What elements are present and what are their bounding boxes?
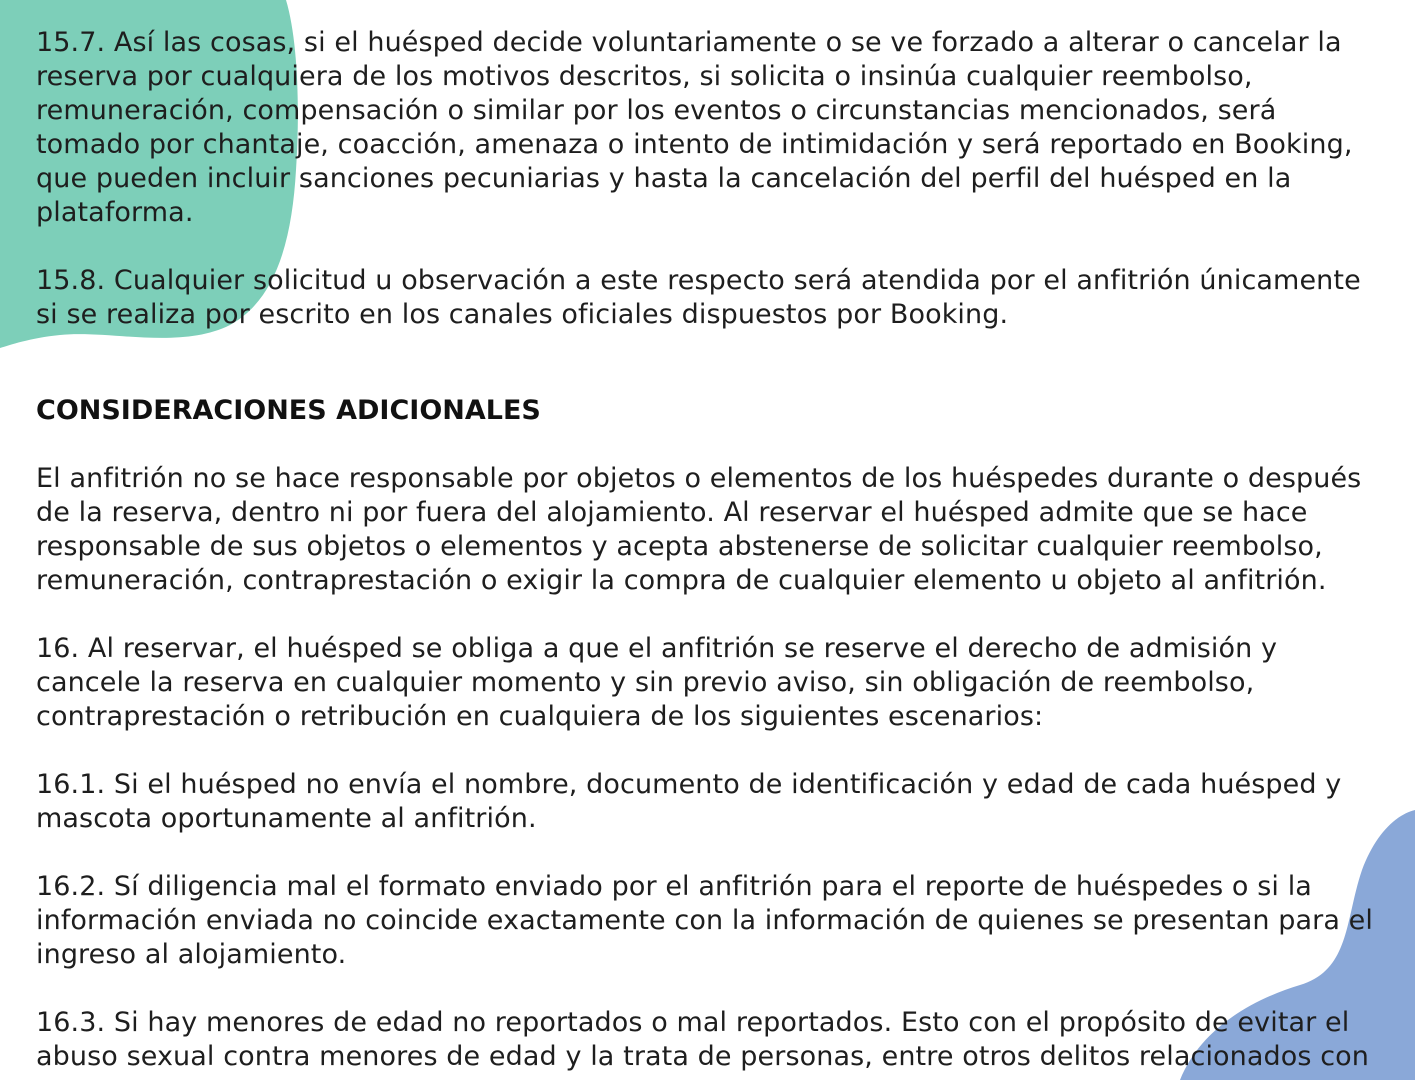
- spacer: [36, 836, 1386, 870]
- clause-15-8: 15.8. Cualquier solicitud u observación a este respecto será atendida por el anfitrión únicamente si se realiza por escrito en los canales oficiales dispuestos por Booking.: [36, 265, 1361, 330]
- clause-15-7: 15.7. Así las cosas, si el huésped decide voluntariamente o se ve forzado a alterar o cancelar la reserva por cualquiera de los motivos descritos, si solicita o insinúa cualquier reembolso, remuneración, compensación o similar por los eventos o circunstancias mencionados, será tomado por chantaje, coacción, amenaza o intento de intimidación y será reportado en Booking, que pueden incluir sanciones pecuniarias y hasta la cancelación del perfil del huésped en la plataforma.: [36, 27, 1353, 228]
- spacer: [36, 428, 1386, 462]
- clause-16-1: 16.1. Si el huésped no envía el nombre, documento de identificación y edad de cada huésped y mascota oportunamente al anfitrión.: [36, 769, 1342, 834]
- clause-16-3: 16.3. Si hay menores de edad no reportados o mal reportados. Esto con el propósito de evitar el abuso sexual contra menores de edad y la trata de personas, entre otros delitos relacionados con: [36, 1007, 1370, 1072]
- spacer: [36, 230, 1386, 264]
- clause-16-2: 16.2. Sí diligencia mal el formato enviado por el anfitrión para el reporte de huéspedes o si la información enviada no coincide exactamente con la información de quienes se presentan para el ingreso al alojamiento.: [36, 871, 1373, 970]
- section-heading: CONSIDERACIONES ADICIONALES: [36, 395, 541, 426]
- clause-16: 16. Al reservar, el huésped se obliga a que el anfitrión se reserve el derecho de admisión y cancele la reserva en cualquier momento y sin previo aviso, sin obligación de reembolso, contraprestación o retribución en cualquiera de los siguientes escenarios:: [36, 633, 1278, 732]
- host-liability-paragraph: El anfitrión no se hace responsable por objetos o elementos de los huéspedes durante o después de la reserva, dentro ni por fuera del alojamiento. Al reservar el huésped admite que se hace responsable de sus objetos o elementos y acepta abstenerse de solicitar cualquier reembolso, remuneración, contraprestación o exigir la compra de cualquier elemento u objeto al anfitrión.: [36, 463, 1362, 596]
- spacer: [36, 598, 1386, 632]
- spacer: [36, 972, 1386, 1006]
- spacer: [36, 332, 1386, 394]
- document-body: [36, 26, 1386, 1074]
- spacer: [36, 734, 1386, 768]
